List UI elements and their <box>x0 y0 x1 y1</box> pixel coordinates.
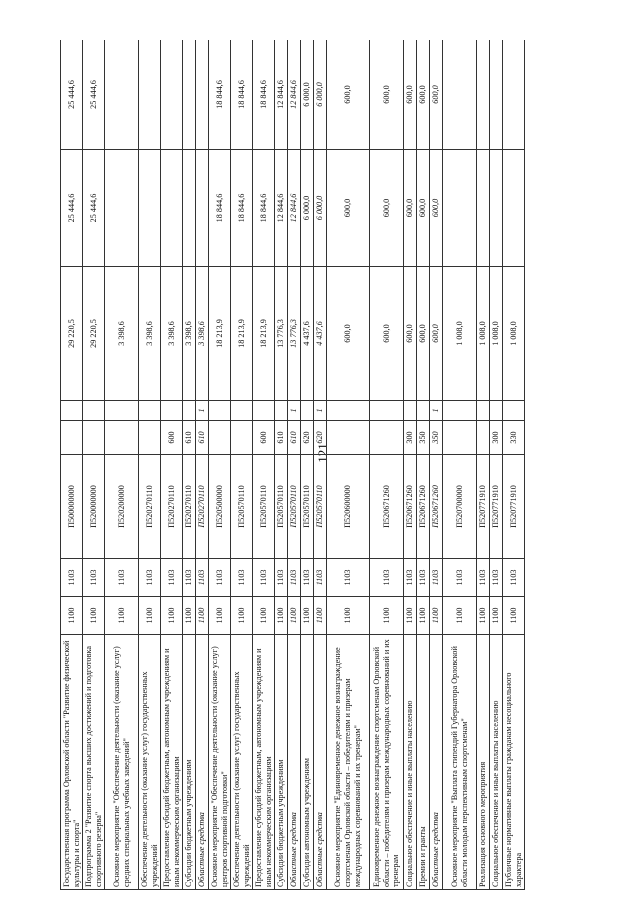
cell-razdel: 1103 <box>404 559 417 597</box>
cell-name: Обеспечение деятельности (оказание услуг) государственных учреждений <box>231 635 253 890</box>
cell-vr: 350 <box>417 421 430 455</box>
cell-name: Областные средства <box>430 635 443 890</box>
cell-mark <box>443 401 477 421</box>
table-row <box>404 40 417 890</box>
cell-mark <box>161 401 183 421</box>
cell-amount-2: 18 844,6 <box>209 150 231 267</box>
cell-mark <box>370 401 404 421</box>
cell-vr <box>477 421 490 455</box>
cell-amount-1: 600,0 <box>327 267 370 401</box>
cell-vr <box>209 421 231 455</box>
cell-amount-2: 18 844,6 <box>231 150 253 267</box>
cell-grbs: 1100 <box>443 597 477 635</box>
cell-vr <box>61 421 83 455</box>
cell-amount-1: 1 008,0 <box>490 267 503 401</box>
cell-amount-3: 12 844,6 <box>275 40 288 150</box>
cell-amount-1: 600,0 <box>430 267 443 401</box>
cell-vr <box>139 421 161 455</box>
cell-mark <box>209 401 231 421</box>
cell-amount-2 <box>161 150 183 267</box>
cell-razdel: 1103 <box>327 559 370 597</box>
cell-vr: 600 <box>253 421 275 455</box>
cell-csr: П520570110 <box>301 455 314 559</box>
cell-amount-3 <box>183 40 196 150</box>
cell-grbs: 1100 <box>196 597 209 635</box>
cell-amount-1: 29 220,5 <box>61 267 83 401</box>
cell-amount-1: 13 776,3 <box>288 267 301 401</box>
cell-razdel: 1103 <box>430 559 443 597</box>
table-row <box>314 40 327 890</box>
cell-razdel: 1103 <box>161 559 183 597</box>
cell-mark: 1 <box>430 401 443 421</box>
cell-vr <box>83 421 105 455</box>
table-row <box>183 40 196 890</box>
table-row <box>490 40 503 890</box>
cell-amount-3 <box>105 40 139 150</box>
rotated-table-wrapper <box>60 40 630 890</box>
cell-amount-3: 18 844,6 <box>231 40 253 150</box>
table-row <box>275 40 288 890</box>
cell-mark <box>275 401 288 421</box>
budget-table-body <box>61 40 525 890</box>
cell-razdel: 1103 <box>301 559 314 597</box>
cell-name: Областные средства <box>288 635 301 890</box>
cell-amount-2: 600,0 <box>417 150 430 267</box>
cell-amount-2: 25 444,6 <box>83 150 105 267</box>
table-row <box>139 40 161 890</box>
cell-csr: П520570110 <box>288 455 301 559</box>
cell-csr: П520570110 <box>314 455 327 559</box>
cell-amount-2: 25 444,6 <box>61 150 83 267</box>
cell-mark <box>183 401 196 421</box>
cell-amount-3: 600,0 <box>404 40 417 150</box>
cell-csr: П520270110 <box>196 455 209 559</box>
table-row <box>83 40 105 890</box>
cell-mark <box>61 401 83 421</box>
cell-amount-1: 600,0 <box>370 267 404 401</box>
cell-csr: П520600000 <box>327 455 370 559</box>
cell-csr: П520771910 <box>477 455 490 559</box>
table-row <box>430 40 443 890</box>
cell-amount-2 <box>443 150 477 267</box>
cell-name: Публичные нормативные выплаты гражданам несоциального характера <box>503 635 525 890</box>
cell-razdel: 1103 <box>443 559 477 597</box>
cell-csr: П520500000 <box>209 455 231 559</box>
cell-grbs: 1100 <box>231 597 253 635</box>
cell-vr: 620 <box>314 421 327 455</box>
cell-razdel: 1103 <box>183 559 196 597</box>
cell-amount-3: 12 844,6 <box>288 40 301 150</box>
cell-amount-1: 18 213,9 <box>231 267 253 401</box>
rotated-table-container <box>60 40 630 890</box>
cell-razdel: 1103 <box>139 559 161 597</box>
cell-amount-2: 12 844,6 <box>288 150 301 267</box>
cell-amount-1: 3 398,6 <box>161 267 183 401</box>
cell-name: Премии и гранты <box>417 635 430 890</box>
cell-razdel: 1103 <box>83 559 105 597</box>
cell-amount-1: 3 398,6 <box>139 267 161 401</box>
cell-vr <box>370 421 404 455</box>
cell-csr: П520570110 <box>231 455 253 559</box>
cell-grbs: 1100 <box>105 597 139 635</box>
cell-mark <box>105 401 139 421</box>
cell-name: Государственная программа Орловской области "Развитие физической культуры и спорта" <box>61 635 83 890</box>
cell-grbs: 1100 <box>183 597 196 635</box>
budget-table <box>60 40 525 890</box>
cell-amount-2: 600,0 <box>430 150 443 267</box>
cell-mark <box>417 401 430 421</box>
cell-name: Обеспечение деятельности (оказание услуг) государственных учреждений <box>139 635 161 890</box>
cell-grbs: 1100 <box>301 597 314 635</box>
cell-grbs: 1100 <box>209 597 231 635</box>
cell-grbs: 1100 <box>430 597 443 635</box>
cell-razdel: 1103 <box>477 559 490 597</box>
cell-csr: П520270110 <box>139 455 161 559</box>
cell-amount-3: 6 000,0 <box>301 40 314 150</box>
cell-grbs: 1100 <box>477 597 490 635</box>
cell-mark: 1 <box>288 401 301 421</box>
cell-grbs: 1100 <box>61 597 83 635</box>
cell-razdel: 1103 <box>105 559 139 597</box>
cell-mark <box>327 401 370 421</box>
cell-amount-2: 6 000,0 <box>314 150 327 267</box>
table-row <box>231 40 253 890</box>
cell-amount-1: 3 398,6 <box>183 267 196 401</box>
cell-amount-3 <box>161 40 183 150</box>
table-row <box>253 40 275 890</box>
cell-vr: 350 <box>430 421 443 455</box>
cell-grbs: 1100 <box>253 597 275 635</box>
cell-razdel: 1103 <box>503 559 525 597</box>
cell-amount-2: 6 000,0 <box>301 150 314 267</box>
cell-name: Субсидии бюджетным учреждениям <box>275 635 288 890</box>
cell-razdel: 1103 <box>370 559 404 597</box>
cell-amount-3: 600,0 <box>417 40 430 150</box>
table-row <box>370 40 404 890</box>
cell-mark: 1 <box>314 401 327 421</box>
cell-name: Реализация основного мероприятия <box>477 635 490 890</box>
cell-grbs: 1100 <box>370 597 404 635</box>
cell-mark <box>301 401 314 421</box>
cell-csr: П520771910 <box>490 455 503 559</box>
cell-amount-1: 600,0 <box>417 267 430 401</box>
cell-vr: 610 <box>288 421 301 455</box>
cell-grbs: 1100 <box>417 597 430 635</box>
cell-grbs: 1100 <box>275 597 288 635</box>
cell-mark <box>490 401 503 421</box>
table-row <box>209 40 231 890</box>
cell-amount-1: 1 008,0 <box>443 267 477 401</box>
cell-amount-1: 13 776,3 <box>275 267 288 401</box>
cell-amount-1: 600,0 <box>404 267 417 401</box>
cell-amount-3: 6 000,0 <box>314 40 327 150</box>
table-row <box>105 40 139 890</box>
cell-mark <box>83 401 105 421</box>
cell-razdel: 1103 <box>417 559 430 597</box>
cell-csr: П520200000 <box>105 455 139 559</box>
cell-name: Подпрограмма 2 "Развитие спорта высших достижений и подготовка спортивного резерва" <box>83 635 105 890</box>
cell-mark <box>404 401 417 421</box>
cell-csr: П520671260 <box>417 455 430 559</box>
cell-razdel: 1103 <box>490 559 503 597</box>
cell-amount-3 <box>196 40 209 150</box>
cell-csr: П520671260 <box>430 455 443 559</box>
cell-amount-2: 600,0 <box>327 150 370 267</box>
cell-name: Областные средства <box>314 635 327 890</box>
cell-amount-2 <box>105 150 139 267</box>
cell-mark <box>477 401 490 421</box>
page-number: 121 <box>315 442 330 463</box>
cell-name: Предоставление субсидий бюджетным, автономным учреждениям и иным некоммерческим организациям <box>161 635 183 890</box>
cell-razdel: 1103 <box>275 559 288 597</box>
cell-vr: 610 <box>275 421 288 455</box>
cell-amount-3: 18 844,6 <box>209 40 231 150</box>
cell-grbs: 1100 <box>161 597 183 635</box>
cell-amount-3 <box>477 40 490 150</box>
cell-amount-3: 600,0 <box>370 40 404 150</box>
cell-mark <box>139 401 161 421</box>
cell-amount-1: 29 220,5 <box>83 267 105 401</box>
cell-grbs: 1100 <box>490 597 503 635</box>
cell-vr: 300 <box>404 421 417 455</box>
cell-vr <box>327 421 370 455</box>
cell-grbs: 1100 <box>314 597 327 635</box>
cell-vr: 610 <box>183 421 196 455</box>
cell-name: Единовременное денежное вознаграждение спортсменам Орловской области – победителям и призерам международных соревнований и их тренерам <box>370 635 404 890</box>
cell-amount-2 <box>183 150 196 267</box>
table-row <box>288 40 301 890</box>
cell-amount-3 <box>503 40 525 150</box>
cell-vr: 620 <box>301 421 314 455</box>
cell-amount-1: 3 398,6 <box>196 267 209 401</box>
cell-csr: П520270110 <box>183 455 196 559</box>
cell-mark: 1 <box>196 401 209 421</box>
cell-grbs: 1100 <box>288 597 301 635</box>
cell-amount-3 <box>490 40 503 150</box>
cell-razdel: 1103 <box>231 559 253 597</box>
cell-csr: П520700000 <box>443 455 477 559</box>
cell-mark <box>503 401 525 421</box>
cell-mark <box>231 401 253 421</box>
cell-name: Предоставление субсидий бюджетным, автономным учреждениям и иным некоммерческим организациям <box>253 635 275 890</box>
cell-amount-1: 18 213,9 <box>209 267 231 401</box>
cell-amount-3: 18 844,6 <box>253 40 275 150</box>
cell-csr: П500000000 <box>61 455 83 559</box>
table-row <box>503 40 525 890</box>
cell-amount-3 <box>443 40 477 150</box>
cell-amount-2 <box>139 150 161 267</box>
table-row <box>61 40 83 890</box>
cell-razdel: 1103 <box>314 559 327 597</box>
cell-grbs: 1100 <box>327 597 370 635</box>
cell-csr: П520671260 <box>404 455 417 559</box>
cell-vr: 300 <box>490 421 503 455</box>
cell-amount-1: 4 437,6 <box>314 267 327 401</box>
cell-grbs: 1100 <box>404 597 417 635</box>
cell-vr <box>105 421 139 455</box>
cell-amount-3: 600,0 <box>327 40 370 150</box>
cell-name: Социальное обеспечение и иные выплаты населению <box>490 635 503 890</box>
cell-grbs: 1100 <box>139 597 161 635</box>
cell-amount-1: 1 008,0 <box>503 267 525 401</box>
cell-amount-2: 600,0 <box>370 150 404 267</box>
cell-vr <box>231 421 253 455</box>
cell-amount-2: 18 844,6 <box>253 150 275 267</box>
table-row <box>477 40 490 890</box>
cell-amount-1: 1 008,0 <box>477 267 490 401</box>
cell-name: Основное мероприятие "Выплата стипендий Губернатора Орловской области молодым перспективным спортсменам" <box>443 635 477 890</box>
cell-name: Основное мероприятие "Обеспечение деятельности (оказание услуг) средних специальных учебных заведений" <box>105 635 139 890</box>
cell-csr: П520270110 <box>161 455 183 559</box>
cell-amount-2: 12 844,6 <box>275 150 288 267</box>
table-row <box>443 40 477 890</box>
cell-csr: П520000000 <box>83 455 105 559</box>
cell-grbs: 1100 <box>83 597 105 635</box>
cell-vr <box>443 421 477 455</box>
cell-razdel: 1103 <box>253 559 275 597</box>
cell-grbs: 1100 <box>503 597 525 635</box>
cell-razdel: 1103 <box>209 559 231 597</box>
cell-amount-2 <box>503 150 525 267</box>
cell-amount-2 <box>477 150 490 267</box>
cell-name: Социальное обеспечение и иные выплаты населению <box>404 635 417 890</box>
cell-razdel: 1103 <box>288 559 301 597</box>
cell-mark <box>253 401 275 421</box>
cell-name: Областные средства <box>196 635 209 890</box>
cell-name: Субсидии автономным учреждениям <box>301 635 314 890</box>
cell-amount-3: 600,0 <box>430 40 443 150</box>
cell-amount-3 <box>139 40 161 150</box>
table-row <box>301 40 314 890</box>
cell-amount-1: 4 437,6 <box>301 267 314 401</box>
cell-vr: 600 <box>161 421 183 455</box>
cell-amount-3: 25 444,6 <box>61 40 83 150</box>
cell-razdel: 1103 <box>61 559 83 597</box>
cell-amount-1: 18 213,9 <box>253 267 275 401</box>
cell-amount-2 <box>490 150 503 267</box>
cell-amount-2 <box>196 150 209 267</box>
cell-amount-1: 3 398,6 <box>105 267 139 401</box>
cell-name: Основное мероприятие "Обеспечение деятельности (оказание услуг) центров спортивной подготовки" <box>209 635 231 890</box>
cell-amount-2: 600,0 <box>404 150 417 267</box>
cell-vr: 610 <box>196 421 209 455</box>
table-row <box>327 40 370 890</box>
cell-name: Основное мероприятие "Единовременное денежное вознаграждение спортсменам Орловской области – победителям и призерам международных соревнований и их тренерам" <box>327 635 370 890</box>
cell-csr: П520570110 <box>275 455 288 559</box>
cell-csr: П520671260 <box>370 455 404 559</box>
table-row <box>417 40 430 890</box>
table-row <box>161 40 183 890</box>
cell-amount-3: 25 444,6 <box>83 40 105 150</box>
cell-razdel: 1103 <box>196 559 209 597</box>
cell-name: Субсидии бюджетным учреждениям <box>183 635 196 890</box>
cell-vr: 330 <box>503 421 525 455</box>
cell-csr: П520771910 <box>503 455 525 559</box>
cell-csr: П520570110 <box>253 455 275 559</box>
table-row <box>196 40 209 890</box>
